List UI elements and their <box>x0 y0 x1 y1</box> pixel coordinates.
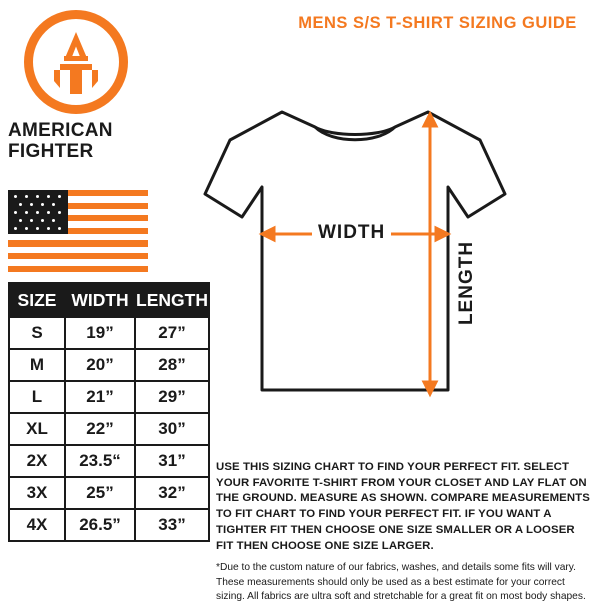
shirt-diagram <box>190 82 600 442</box>
cell-size: L <box>9 381 65 413</box>
column-header-size: SIZE <box>9 283 65 317</box>
cell-size: XL <box>9 413 65 445</box>
table-header-row <box>9 283 209 317</box>
cell-size: M <box>9 349 65 381</box>
cell-width: 23.5“ <box>65 445 135 477</box>
cell-size: 4X <box>9 509 65 541</box>
table-row <box>9 349 209 381</box>
fit-disclaimer-text: *Due to the custom nature of our fabrics, washes, and details some fits will vary. These measurements should only be used as a best estimate for your correct sizing. All fabrics are ultra soft and stretchable for a great fit on most body shapes. <box>216 562 586 603</box>
table-row <box>9 413 209 445</box>
cell-length: 33” <box>135 509 209 541</box>
table-row <box>9 317 209 349</box>
column-header-length: LENGTH <box>135 283 209 317</box>
size-chart-table <box>8 282 210 542</box>
cell-length: 32” <box>135 477 209 509</box>
cell-length: 27” <box>135 317 209 349</box>
cell-length: 30” <box>135 413 209 445</box>
brand-line-2: FIGHTER <box>8 141 94 163</box>
brand-logo <box>6 8 186 178</box>
cell-width: 19” <box>65 317 135 349</box>
table-row <box>9 445 209 477</box>
width-dimension-label: WIDTH <box>312 222 391 244</box>
cell-width: 25” <box>65 477 135 509</box>
cell-length: 28” <box>135 349 209 381</box>
table-row <box>9 509 209 541</box>
cell-size: S <box>9 317 65 349</box>
brand-wordmark <box>8 120 178 163</box>
cell-width: 20” <box>65 349 135 381</box>
fit-instructions-text: USE THIS SIZING CHART TO FIND YOUR PERFECT FIT. SELECT YOUR FAVORITE T-SHIRT FROM YOUR CLOSET AND LAY FLAT ON THE GROUND. MEASURE AS SHOWN. COMPARE MEASUREMENTS TO FIT CHART TO FIND YOUR PERFECT FIT. IF YOU WANT A TIGHTER FIT THEN CHOOSE ONE SIZE SMALLER OR A LOOSER FIT THEN CHOOSE ONE SIZE LARGER. <box>216 461 590 552</box>
column-header-width: WIDTH <box>65 283 135 317</box>
cell-length: 31” <box>135 445 209 477</box>
length-dimension-label: LENGTH <box>454 235 480 331</box>
cell-width: 22” <box>65 413 135 445</box>
page-title: MENS S/S T-SHIRT SIZING GUIDE <box>298 14 577 32</box>
cell-width: 21” <box>65 381 135 413</box>
usa-flag-icon <box>8 190 148 272</box>
cell-size: 3X <box>9 477 65 509</box>
table-row <box>9 477 209 509</box>
american-fighter-emblem-icon <box>24 10 128 114</box>
brand-line-1: AMERICAN <box>8 120 113 141</box>
cell-size: 2X <box>9 445 65 477</box>
table-row <box>9 381 209 413</box>
footer-instructions <box>216 460 594 605</box>
cell-length: 29” <box>135 381 209 413</box>
cell-width: 26.5” <box>65 509 135 541</box>
